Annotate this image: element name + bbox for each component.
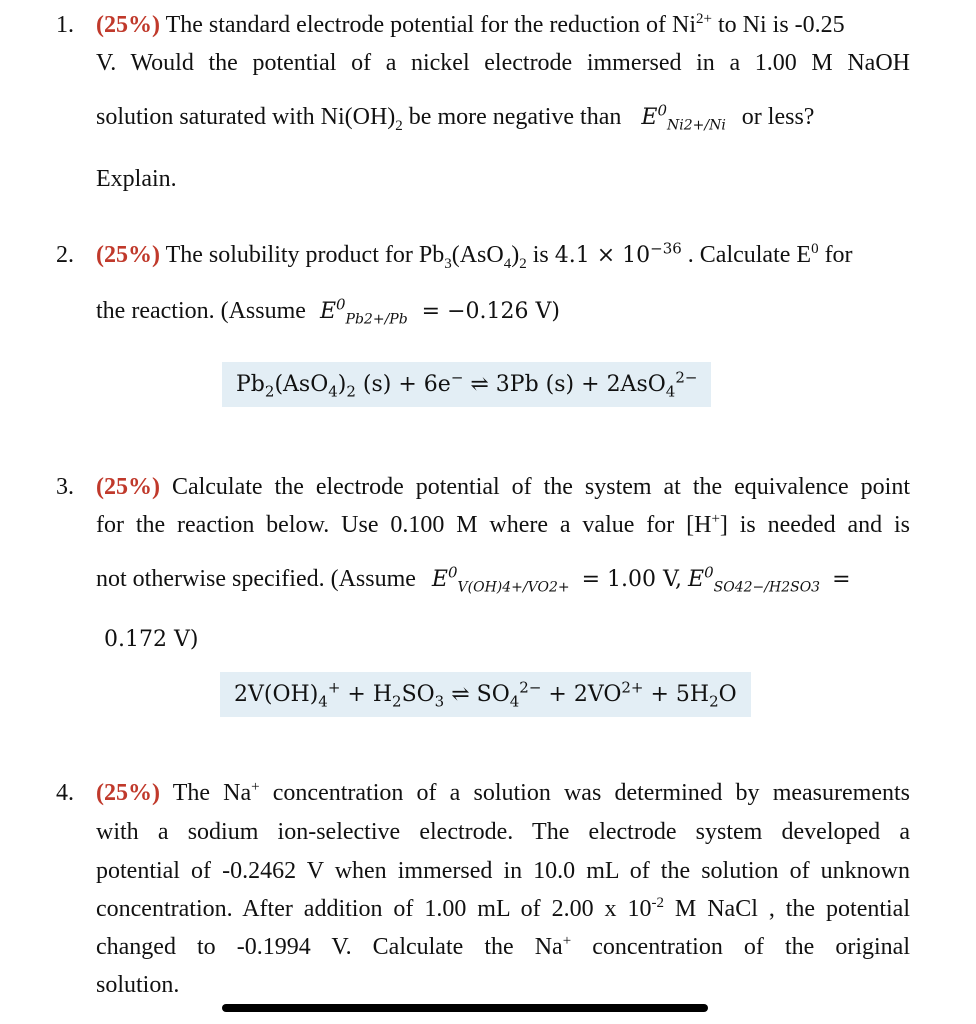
e-lead-symbol: $E^0_{Pb2+/Pb}$ <box>319 295 408 328</box>
q4-line-3: potential of -0.2462 V when immersed in 10.0 mL of the solution of unknown <box>96 858 910 884</box>
weight-label: (25%) <box>96 242 160 268</box>
weight-label: (25%) <box>96 12 160 38</box>
q1-line-3: solution saturated with $Ni(OH)_2$ be more negative than $E^0_{Ni2+/Ni}$ or less? <box>96 101 815 134</box>
ksp-value: $4.1 \times 10^{-36}$ <box>554 239 682 268</box>
q2-line-2: the reaction. (Assume $E^0_{Pb2+/Pb} = -0.126$ V) <box>96 295 560 328</box>
reaction-equation-3: $2V(OH)_4^+ + H_2SO_3$ ⇌ $SO_4^{2-} + 2VO^{2+} + 5H_2O$ <box>220 672 751 717</box>
question-number: 2. <box>56 242 74 268</box>
q3-line-2: for the reaction below. Use 0.100 M where a value for [H+] is needed and is <box>96 511 910 538</box>
q4-line-4: concentration. After addition of 1.00 mL of 2.00 x $10^{-2}$ M NaCl , the potential <box>96 895 910 922</box>
weight-label: (25%) <box>96 474 160 500</box>
home-indicator[interactable] <box>222 1004 708 1012</box>
q4-line-2: with a sodium ion-selective electrode. The electrode system developed a <box>96 819 910 845</box>
q3-line-3: not otherwise specified. (Assume $E^0_{V(OH)4+/VO2+} = 1.00$ V, $E^0_{SO42-/H2SO3}$ = <box>96 563 851 596</box>
question-number: 3. <box>56 474 74 500</box>
e-sulfate-symbol: $E^0_{SO42-/H2SO3}$ <box>688 563 821 596</box>
weight-label: (25%) <box>96 780 160 806</box>
q4-line-6: solution. <box>96 972 180 998</box>
q2-line-1: (25%) The solubility product for $Pb_3(AsO_4)_2$ is $4.1 \times 10^{-36}$ . Calculate $E^0$ for <box>96 239 853 272</box>
e-vanadium-symbol: $E^0_{V(OH)4+/VO2+}$ <box>431 563 570 596</box>
q3-line-1: (25%) Calculate the electrode potential of the system at the equivalence point <box>96 474 910 500</box>
reaction-equation-2: $Pb_2(AsO_4)_2$ (s) + 6e− ⇌ 3Pb (s) + 2AsO$_4^{2-}$ <box>222 362 711 407</box>
q1-line-1: (25%) The standard electrode potential for the reduction of $Ni^{2+}$ to Ni is -0.25 <box>96 11 845 38</box>
question-number: 4. <box>56 780 74 806</box>
question-number: 1. <box>56 12 74 38</box>
q1-line-4: Explain. <box>96 166 177 192</box>
q4-line-1: (25%) The Na+ concentration of a solution was determined by measurements <box>96 779 910 806</box>
q1-line-2: V. Would the potential of a nickel electrode immersed in a 1.00 M NaOH <box>96 50 910 76</box>
q4-line-5: changed to -0.1994 V. Calculate the Na+ concentration of the original <box>96 933 910 960</box>
e-nickel-symbol: $E^0_{Ni2+/Ni}$ <box>641 101 726 134</box>
q3-line-4: 0.172 V) <box>104 627 199 652</box>
